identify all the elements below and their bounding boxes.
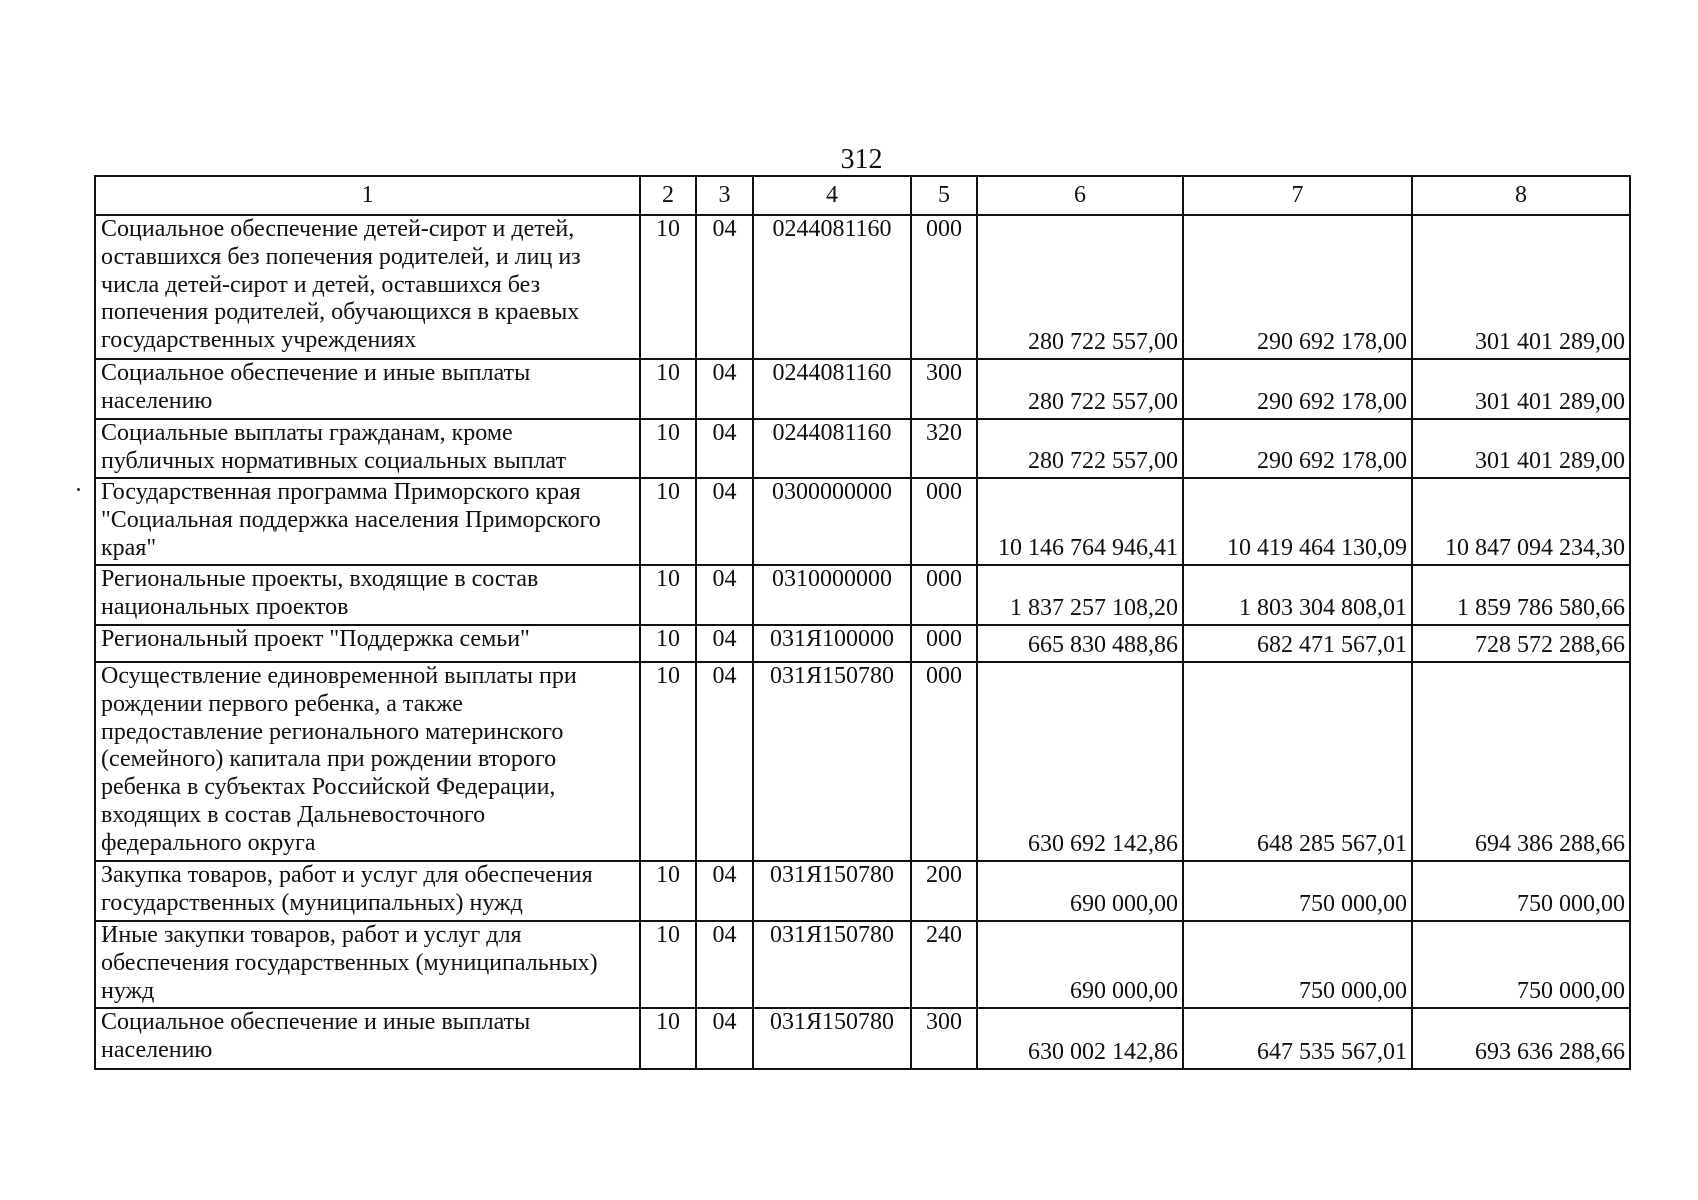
table-row (95, 215, 1630, 359)
code-cell-3: 04 (696, 419, 753, 478)
item-name-cell: Региональный проект "Поддержка семьи" (95, 625, 640, 662)
code-cell-4: 0244081160 (753, 359, 911, 419)
code-cell-2: 10 (640, 921, 696, 1008)
code-cell-5: 000 (911, 662, 977, 861)
code-cell-2: 10 (640, 565, 696, 625)
code-cell-3: 04 (696, 359, 753, 419)
column-number-8: 8 (1412, 176, 1630, 215)
code-cell-2: 10 (640, 861, 696, 921)
amount-cell-6: 630 002 142,86 (977, 1008, 1183, 1069)
code-cell-5: 000 (911, 478, 977, 565)
table-row (95, 359, 1630, 419)
amount-cell-7: 290 692 178,00 (1183, 215, 1412, 359)
amount-cell-7: 750 000,00 (1183, 861, 1412, 921)
scan-speck (77, 488, 80, 491)
amount-cell-7: 290 692 178,00 (1183, 359, 1412, 419)
table-row (95, 419, 1630, 478)
table-row (95, 861, 1630, 921)
code-cell-4: 0300000000 (753, 478, 911, 565)
code-cell-2: 10 (640, 215, 696, 359)
amount-cell-8: 10 847 094 234,30 (1412, 478, 1630, 565)
code-cell-3: 04 (696, 478, 753, 565)
page-number: 312 (840, 144, 883, 175)
code-cell-4: 031Я150780 (753, 1008, 911, 1069)
code-cell-5: 000 (911, 215, 977, 359)
item-name-cell: Социальное обеспечение и иные выплаты населению (95, 1008, 640, 1069)
column-number-4: 4 (753, 176, 911, 215)
code-cell-2: 10 (640, 1008, 696, 1069)
amount-cell-8: 301 401 289,00 (1412, 419, 1630, 478)
table-row (95, 478, 1630, 565)
item-name-cell: Осуществление единовременной выплаты при рождении первого ребенка, а также предоставление регионального материнского (семейного) капитала при рождении второго ребенка в субъектах Российской Федерации, входящих в состав Дальневосточного федерального округа (95, 662, 640, 861)
code-cell-4: 031Я100000 (753, 625, 911, 662)
amount-cell-8: 301 401 289,00 (1412, 359, 1630, 419)
amount-cell-6: 280 722 557,00 (977, 215, 1183, 359)
code-cell-5: 300 (911, 359, 977, 419)
column-number-2: 2 (640, 176, 696, 215)
item-name-cell: Иные закупки товаров, работ и услуг для обеспечения государственных (муниципальных) нужд (95, 921, 640, 1008)
amount-cell-7: 682 471 567,01 (1183, 625, 1412, 662)
item-name-cell: Региональные проекты, входящие в состав национальных проектов (95, 565, 640, 625)
code-cell-5: 320 (911, 419, 977, 478)
code-cell-5: 000 (911, 625, 977, 662)
amount-cell-6: 630 692 142,86 (977, 662, 1183, 861)
column-number-1: 1 (95, 176, 640, 215)
amount-cell-6: 690 000,00 (977, 921, 1183, 1008)
code-cell-3: 04 (696, 625, 753, 662)
amount-cell-8: 693 636 288,66 (1412, 1008, 1630, 1069)
amount-cell-8: 750 000,00 (1412, 921, 1630, 1008)
amount-cell-7: 750 000,00 (1183, 921, 1412, 1008)
amount-cell-7: 647 535 567,01 (1183, 1008, 1412, 1069)
amount-cell-6: 665 830 488,86 (977, 625, 1183, 662)
amount-cell-7: 648 285 567,01 (1183, 662, 1412, 861)
code-cell-2: 10 (640, 419, 696, 478)
code-cell-5: 300 (911, 1008, 977, 1069)
amount-cell-6: 10 146 764 946,41 (977, 478, 1183, 565)
amount-cell-8: 694 386 288,66 (1412, 662, 1630, 861)
amount-cell-6: 1 837 257 108,20 (977, 565, 1183, 625)
amount-cell-7: 1 803 304 808,01 (1183, 565, 1412, 625)
amount-cell-8: 728 572 288,66 (1412, 625, 1630, 662)
item-name-cell: Социальное обеспечение и иные выплаты населению (95, 359, 640, 419)
column-number-5: 5 (911, 176, 977, 215)
amount-cell-6: 690 000,00 (977, 861, 1183, 921)
code-cell-4: 0244081160 (753, 215, 911, 359)
code-cell-4: 031Я150780 (753, 921, 911, 1008)
amount-cell-7: 290 692 178,00 (1183, 419, 1412, 478)
column-number-6: 6 (977, 176, 1183, 215)
code-cell-2: 10 (640, 478, 696, 565)
amount-cell-7: 10 419 464 130,09 (1183, 478, 1412, 565)
code-cell-2: 10 (640, 625, 696, 662)
code-cell-5: 000 (911, 565, 977, 625)
code-cell-3: 04 (696, 861, 753, 921)
table-row (95, 662, 1630, 861)
table-row (95, 1008, 1630, 1069)
code-cell-3: 04 (696, 1008, 753, 1069)
code-cell-5: 240 (911, 921, 977, 1008)
column-number-3: 3 (696, 176, 753, 215)
code-cell-3: 04 (696, 215, 753, 359)
table-row (95, 625, 1630, 662)
table-row (95, 921, 1630, 1008)
amount-cell-6: 280 722 557,00 (977, 359, 1183, 419)
code-cell-2: 10 (640, 662, 696, 861)
column-number-7: 7 (1183, 176, 1412, 215)
item-name-cell: Закупка товаров, работ и услуг для обеспечения государственных (муниципальных) нужд (95, 861, 640, 921)
amount-cell-8: 1 859 786 580,66 (1412, 565, 1630, 625)
budget-table (94, 175, 1631, 1070)
table-row (95, 565, 1630, 625)
code-cell-5: 200 (911, 861, 977, 921)
code-cell-4: 031Я150780 (753, 662, 911, 861)
code-cell-4: 0244081160 (753, 419, 911, 478)
table-header-row (95, 176, 1630, 215)
code-cell-4: 0310000000 (753, 565, 911, 625)
code-cell-3: 04 (696, 662, 753, 861)
code-cell-4: 031Я150780 (753, 861, 911, 921)
amount-cell-8: 750 000,00 (1412, 861, 1630, 921)
item-name-cell: Социальные выплаты гражданам, кроме публичных нормативных социальных выплат (95, 419, 640, 478)
amount-cell-6: 280 722 557,00 (977, 419, 1183, 478)
item-name-cell: Социальное обеспечение детей-сирот и детей, оставшихся без попечения родителей, и лиц из числа детей-сирот и детей, оставшихся без попечения родителей, обучающихся в краевых государственных учреждениях (95, 215, 640, 359)
code-cell-3: 04 (696, 921, 753, 1008)
code-cell-2: 10 (640, 359, 696, 419)
code-cell-3: 04 (696, 565, 753, 625)
item-name-cell: Государственная программа Приморского края "Социальная поддержка населения Приморского края" (95, 478, 640, 565)
amount-cell-8: 301 401 289,00 (1412, 215, 1630, 359)
